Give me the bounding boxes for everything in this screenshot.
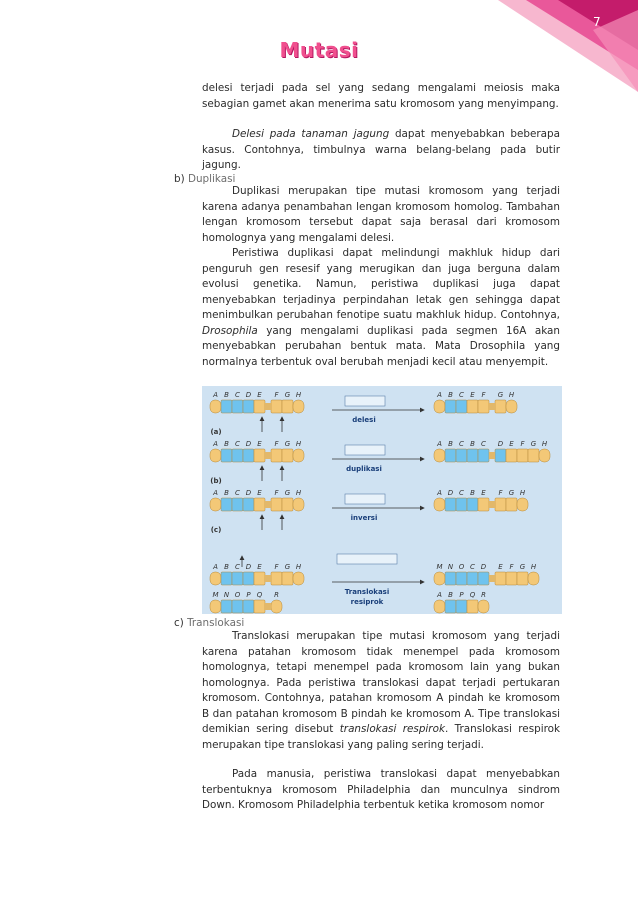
intro-italic: Delesi pada tanaman jagung (232, 128, 390, 140)
row-1-left-chromosome-segment-0 (210, 400, 221, 413)
row-4-left-bottom-chromosome-segment-2 (232, 600, 243, 613)
row-4-right-bottom-chromosome-segment-1 (445, 600, 456, 613)
row-2-right-chromosome-segment-6 (506, 449, 517, 462)
row-1-mutation-box (345, 396, 385, 406)
row-2-right-chromosome-segment-1 (445, 449, 456, 462)
row-4-right-top-chromosome-segment-5 (495, 572, 506, 585)
section-c-heading (174, 617, 244, 629)
row-3-right-chromosome-gene-label-3: B (470, 489, 475, 497)
row-4-left-top-chromosome-gene-label-7: H (295, 563, 302, 571)
row-4-left-bottom-chromosome-segment-4 (254, 600, 265, 613)
row-2-left-chromosome-segment-2 (232, 449, 243, 462)
row-2-left-chromosome-gene-label-6: G (284, 440, 291, 448)
row-4-left-bottom-chromosome-segment-0 (210, 600, 221, 613)
row-1-right-chromosome-segment-3 (467, 400, 478, 413)
row-3-left-chromosome-segment-2 (232, 498, 243, 511)
row-4-left-bottom-chromosome-gene-label-0: M (212, 591, 219, 599)
row-3-process-label: inversi (350, 514, 378, 522)
row-4-left-top-chromosome-segment-6 (282, 572, 293, 585)
row-4-right-bottom-chromosome-gene-label-4: R (481, 591, 486, 599)
row-4-left-bottom-chromosome-segment-5 (271, 600, 282, 613)
row-1-right-chromosome-gene-label-4: F (481, 391, 486, 399)
intro-text: dapat menyebabkan beberapa kasus. Contohnya, timbulnya warna belang-belang pada butir jagung. (202, 128, 560, 171)
row-3-left-chromosome-segment-7 (293, 498, 304, 511)
row-1-right-chromosome-segment-5 (495, 400, 506, 413)
row-4-left-top-chromosome-segment-3 (243, 572, 254, 585)
row-4-left-top-chromosome-centromere (265, 575, 271, 582)
row-3-right-chromosome-segment-2 (456, 498, 467, 511)
row-1-left-chromosome-gene-label-6: G (284, 391, 291, 399)
row-4-right-top-chromosome-gene-label-2: O (458, 563, 465, 571)
row-4-right-bottom-chromosome-segment-2 (456, 600, 467, 613)
row-2-right-chromosome-gene-label-8: G (530, 440, 537, 448)
row-3-left-chromosome-segment-6 (282, 498, 293, 511)
row-1-left-chromosome-gene-label-3: D (245, 391, 252, 399)
row-4-right-top-chromosome-gene-label-0: M (436, 563, 443, 571)
row-1-left-chromosome-gene-label-7: H (295, 391, 302, 399)
row-1-right-chromosome-gene-label-2: C (459, 391, 464, 399)
row-1-left-chromosome-gene-label-1: B (224, 391, 229, 399)
page-title: Mutasi (279, 38, 359, 62)
section-b-paragraph-2 (202, 246, 560, 370)
row-4-left-top-chromosome-segment-0 (210, 572, 221, 585)
row-4-right-top-chromosome-segment-1 (445, 572, 456, 585)
row-3-right-chromosome-segment-5 (495, 498, 506, 511)
row-2-left-chromosome-segment-7 (293, 449, 304, 462)
row-1-left-chromosome-gene-label-2: C (235, 391, 240, 399)
section-c-p1-b: . Translokasi respirok merupakan tipe translokasi yang paling sering terjadi. (202, 723, 561, 751)
row-4-left-bottom-chromosome-segment-3 (243, 600, 254, 613)
row-4-mutation-box (337, 554, 397, 564)
section-c-label: c) (174, 617, 188, 629)
row-3-right-chromosome-segment-6 (506, 498, 517, 511)
row-4-left-top-chromosome-gene-label-0: A (213, 563, 218, 571)
row-4-right-bottom-chromosome-gene-label-1: B (448, 591, 453, 599)
intro-paragraph-1: delesi terjadi pada sel yang sedang mengalami meiosis maka sebagian gamet akan menerima satu kromosom yang menyimpang. (202, 82, 560, 110)
row-4-process-label-2: resiprok (350, 598, 384, 606)
row-1-right-chromosome-segment-6 (506, 400, 517, 413)
row-1-left-chromosome-segment-7 (293, 400, 304, 413)
section-b-p2-b: yang mengalami duplikasi pada segmen 16A akan menyebabkan perubahan bentuk mata. Mata Drosophila yang normalnya terbentuk oval berubah menjadi kecil atau menyempit. (202, 324, 560, 368)
section-b-label: b) (174, 173, 188, 185)
row-2-right-chromosome-centromere (489, 452, 495, 459)
row-3-left-chromosome-gene-label-6: G (284, 489, 291, 497)
row-4-left-bottom-chromosome-gene-label-3: P (246, 591, 251, 599)
row-2-right-chromosome-segment-5 (495, 449, 506, 462)
row-2-right-chromosome-segment-2 (456, 449, 467, 462)
row-4-left-bottom-chromosome-centromere (265, 603, 271, 610)
row-2-left-chromosome-centromere (265, 452, 271, 459)
row-2-right-chromosome-gene-label-3: B (470, 440, 475, 448)
row-3-right-chromosome-segment-1 (445, 498, 456, 511)
row-4-right-top-chromosome-segment-8 (528, 572, 539, 585)
row-4-left-top-chromosome-segment-5 (271, 572, 282, 585)
row-2-right-chromosome-gene-label-6: E (509, 440, 514, 448)
row-2-left-chromosome-segment-3 (243, 449, 254, 462)
row-2-right-chromosome-segment-7 (517, 449, 528, 462)
row-1-right-chromosome-gene-label-1: B (448, 391, 453, 399)
row-4-left-bottom-chromosome-segment-1 (221, 600, 232, 613)
row-1-left-chromosome-segment-6 (282, 400, 293, 413)
row-2-left-chromosome-gene-label-5: F (274, 440, 279, 448)
row-3-label: (c) (210, 526, 222, 534)
row-4-left-bottom-chromosome-gene-label-5: R (274, 591, 279, 599)
row-3-left-chromosome-centromere (265, 501, 271, 508)
row-2-left-chromosome-gene-label-1: B (224, 440, 229, 448)
row-1-right-chromosome-gene-label-5: G (497, 391, 504, 399)
row-4-left-top-chromosome-gene-label-4: E (257, 563, 262, 571)
row-3-right-chromosome-segment-7 (517, 498, 528, 511)
row-3-left-chromosome-segment-5 (271, 498, 282, 511)
row-3-right-chromosome-gene-label-2: C (459, 489, 464, 497)
row-3-mutation-box (345, 494, 385, 504)
row-4-left-top-chromosome-gene-label-2: C (235, 563, 240, 571)
row-2-left-chromosome-gene-label-7: H (295, 440, 302, 448)
row-1-left-chromosome-segment-2 (232, 400, 243, 413)
row-4-left-top-chromosome-segment-2 (232, 572, 243, 585)
row-3-right-chromosome-segment-0 (434, 498, 445, 511)
row-3-left-chromosome-gene-label-0: A (213, 489, 218, 497)
row-1-left-chromosome-centromere (265, 403, 271, 410)
row-1-right-chromosome-segment-4 (478, 400, 489, 413)
section-c-p1-italic: translokasi respirok (339, 723, 445, 735)
row-1-right-chromosome-gene-label-6: H (508, 391, 515, 399)
row-2-left-chromosome-segment-6 (282, 449, 293, 462)
row-2-left-chromosome-gene-label-4: E (257, 440, 262, 448)
row-2-left-chromosome-gene-label-3: D (245, 440, 252, 448)
row-3-right-chromosome-gene-label-1: D (447, 489, 454, 497)
row-4-right-top-chromosome-segment-3 (467, 572, 478, 585)
row-1-left-chromosome-segment-5 (271, 400, 282, 413)
row-2-right-chromosome-gene-label-0: A (437, 440, 442, 448)
row-4-right-top-chromosome-segment-4 (478, 572, 489, 585)
row-4-left-top-chromosome-segment-7 (293, 572, 304, 585)
section-b-title: Duplikasi (187, 173, 236, 185)
row-1-left-chromosome-segment-3 (243, 400, 254, 413)
row-2-left-chromosome-segment-0 (210, 449, 221, 462)
row-1-left-chromosome-gene-label-4: E (257, 391, 262, 399)
row-2-left-chromosome-segment-5 (271, 449, 282, 462)
row-3-left-chromosome-segment-1 (221, 498, 232, 511)
row-4-right-top-chromosome-gene-label-6: F (509, 563, 514, 571)
row-4-left-bottom-chromosome-gene-label-2: O (234, 591, 241, 599)
chromosome-mutation-figure (202, 386, 562, 614)
row-1-right-chromosome-segment-1 (445, 400, 456, 413)
row-3-left-chromosome-gene-label-3: D (245, 489, 252, 497)
row-2-left-chromosome-gene-label-0: A (213, 440, 218, 448)
row-3-left-chromosome-segment-0 (210, 498, 221, 511)
row-3-left-chromosome-gene-label-7: H (295, 489, 302, 497)
row-4-right-top-chromosome-centromere (489, 575, 495, 582)
row-4-right-top-chromosome-gene-label-5: E (498, 563, 503, 571)
page-number: 7 (593, 15, 601, 29)
row-4-right-top-chromosome-gene-label-1: N (447, 563, 454, 571)
row-2-right-chromosome-segment-8 (528, 449, 539, 462)
row-4-right-bottom-chromosome-gene-label-2: P (459, 591, 464, 599)
row-4-right-bottom-chromosome-segment-0 (434, 600, 445, 613)
row-3-right-chromosome-gene-label-7: H (519, 489, 526, 497)
row-1-right-chromosome-gene-label-3: E (470, 391, 475, 399)
row-1-left-chromosome-segment-4 (254, 400, 265, 413)
row-2-right-chromosome-gene-label-5: D (497, 440, 504, 448)
row-1-right-chromosome-segment-0 (434, 400, 445, 413)
row-4-right-top-chromosome-gene-label-4: D (480, 563, 487, 571)
section-c-p1-a: Translokasi merupakan tipe mutasi kromosom yang terjadi karena patahan kromosom tidak menempel pada kromosom homolognya, tetapi menempel pada kromosom lain yang bukan homolognya. Pada peristiwa translokasi dapat terjadi pertukaran kromosom. Contohnya, patahan kromosom A pindah ke kromosom B dan patahan kromosom B pindah ke kromosom A. Tipe translokasi demikian sering disebut (202, 630, 560, 735)
row-4-left-bottom-chromosome-gene-label-1: N (223, 591, 230, 599)
row-2-right-chromosome-segment-9 (539, 449, 550, 462)
section-b-paragraph-1: Duplikasi merupakan tipe mutasi kromosom yang terjadi karena adanya penambahan lengan kromosom homolog. Tambahan lengan kromosom tersebut dapat saja berasal dari kromosom homolognya yang mengalami delesi. (202, 185, 560, 244)
row-2-label: (b) (210, 477, 222, 485)
row-3-left-chromosome-gene-label-1: B (224, 489, 229, 497)
row-3-right-chromosome-centromere (489, 501, 495, 508)
row-3-right-chromosome-segment-4 (478, 498, 489, 511)
row-3-left-chromosome-gene-label-4: E (257, 489, 262, 497)
row-4-right-bottom-chromosome-segment-3 (467, 600, 478, 613)
section-c-title: Translokasi (187, 617, 245, 629)
row-2-right-chromosome-gene-label-1: B (448, 440, 453, 448)
row-1-right-chromosome-centromere (489, 403, 495, 410)
section-c-paragraph-1 (202, 629, 560, 753)
row-4-right-top-chromosome-gene-label-7: G (519, 563, 526, 571)
row-2-left-chromosome-segment-4 (254, 449, 265, 462)
row-2-right-chromosome-gene-label-4: C (481, 440, 486, 448)
row-4-right-top-chromosome-segment-7 (517, 572, 528, 585)
section-b-p2-a: Peristiwa duplikasi dapat melindungi makhluk hidup dari penguruh gen resesif yang merugikan dan juga berguna dalam evolusi genetika. Namun, peristiwa duplikasi juga dapat menyebabkan terjadinya perpindahan letak gen sehingga dapat menimbulkan perubahan fenotipe suatu makhluk hidup. Contohnya, (202, 247, 560, 321)
row-4-left-top-chromosome-gene-label-5: F (274, 563, 279, 571)
row-4-left-top-chromosome-gene-label-1: B (224, 563, 229, 571)
row-3-right-chromosome-gene-label-4: E (481, 489, 486, 497)
row-3-right-chromosome-segment-3 (467, 498, 478, 511)
row-4-left-top-chromosome-gene-label-6: G (284, 563, 291, 571)
row-1-right-chromosome-gene-label-0: A (437, 391, 442, 399)
row-4-right-bottom-chromosome-segment-4 (478, 600, 489, 613)
row-2-left-chromosome-segment-1 (221, 449, 232, 462)
row-1-process-label: delesi (352, 416, 376, 424)
row-2-mutation-box (345, 445, 385, 455)
section-b-p2-italic: Drosophila (202, 324, 258, 337)
row-4-process-label-1: Translokasi (344, 588, 390, 596)
row-1-left-chromosome-gene-label-0: A (213, 391, 218, 399)
row-4-left-top-chromosome-gene-label-3: D (245, 563, 252, 571)
row-4-right-bottom-chromosome-gene-label-3: Q (469, 591, 476, 599)
row-3-left-chromosome-gene-label-2: C (235, 489, 240, 497)
row-2-right-chromosome-segment-0 (434, 449, 445, 462)
row-2-right-chromosome-segment-4 (478, 449, 489, 462)
row-2-right-chromosome-gene-label-7: F (520, 440, 525, 448)
row-3-right-chromosome-gene-label-6: G (508, 489, 515, 497)
row-4-right-top-chromosome-segment-6 (506, 572, 517, 585)
row-1-label: (a) (210, 428, 222, 436)
row-4-right-top-chromosome-segment-0 (434, 572, 445, 585)
row-3-right-chromosome-gene-label-5: F (498, 489, 503, 497)
row-3-right-chromosome-gene-label-0: A (437, 489, 442, 497)
row-2-right-chromosome-segment-3 (467, 449, 478, 462)
row-1-left-chromosome-gene-label-5: F (274, 391, 279, 399)
row-2-right-chromosome-gene-label-9: H (541, 440, 548, 448)
row-1-right-chromosome-segment-2 (456, 400, 467, 413)
row-1-left-chromosome-segment-1 (221, 400, 232, 413)
row-3-left-chromosome-segment-4 (254, 498, 265, 511)
row-4-right-top-chromosome-gene-label-3: C (470, 563, 475, 571)
row-2-left-chromosome-gene-label-2: C (235, 440, 240, 448)
row-3-left-chromosome-gene-label-5: F (274, 489, 279, 497)
row-4-left-top-chromosome-segment-1 (221, 572, 232, 585)
intro-paragraph-2 (202, 127, 560, 174)
figure-canvas (202, 386, 562, 614)
row-2-right-chromosome-gene-label-2: C (459, 440, 464, 448)
row-4-right-top-chromosome-gene-label-8: H (530, 563, 537, 571)
row-4-left-bottom-chromosome-gene-label-4: Q (256, 591, 263, 599)
row-4-right-bottom-chromosome-gene-label-0: A (437, 591, 442, 599)
row-4-right-top-chromosome-segment-2 (456, 572, 467, 585)
row-3-left-chromosome-segment-3 (243, 498, 254, 511)
row-2-process-label: duplikasi (346, 465, 382, 473)
section-c-paragraph-2: Pada manusia, peristiwa translokasi dapat menyebabkan terbentuknya kromosom Philadelphia dan munculnya sindrom Down. Kromosom Philadelphia terbentuk ketika kromosom nomor (202, 768, 560, 811)
row-4-left-top-chromosome-segment-4 (254, 572, 265, 585)
